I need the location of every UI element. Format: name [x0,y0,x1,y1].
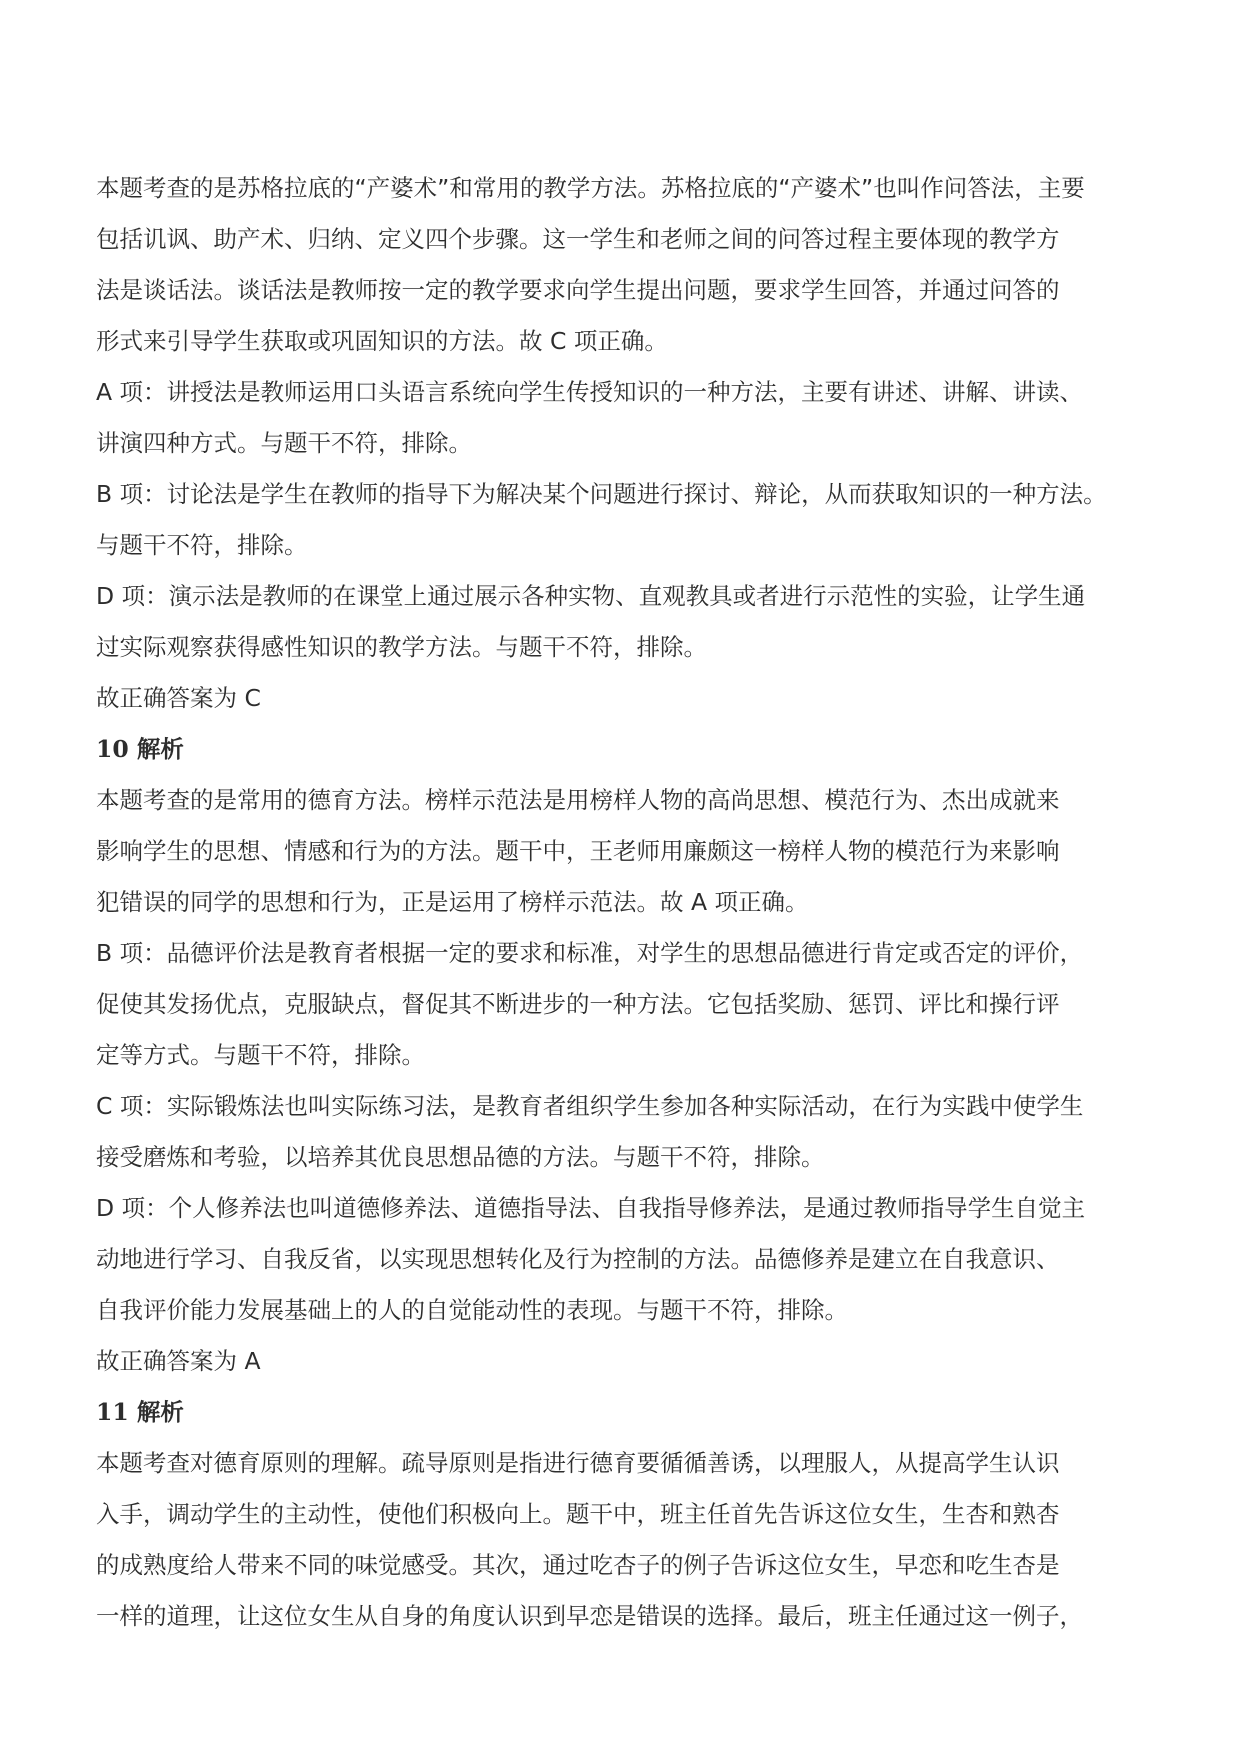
option-d-line: 过实际观察获得感性知识的教学方法。与题干不符，排除。 [96,633,707,661]
answer-line: 故正确答案为 C [96,684,261,712]
paragraph-line: 一样的道理，让这位女生从自身的角度认识到早恋是错误的选择。最后，班主任通过这一例子， [96,1602,1083,1630]
question-9-explanation [96,163,1162,724]
option-d-line: D 项：个人修养法也叫道德修养法、道德指导法、自我指导修养法，是通过教师指导学生自觉主 [96,1194,1086,1222]
paragraph-line: 法是谈话法。谈话法是教师按一定的教学要求向学生提出问题，要求学生回答，并通过问答的 [96,276,1060,304]
paragraph-line: 包括讥讽、助产术、归纳、定义四个步骤。这一学生和老师之间的问答过程主要体现的教学方 [96,225,1060,253]
paragraph-line: 的成熟度给人带来不同的味觉感受。其次，通过吃杏子的例子告诉这位女生，早恋和吃生杏是 [96,1551,1060,1579]
option-b-line: B 项：讨论法是学生在教师的指导下为解决某个问题进行探讨、辩论，从而获取知识的一种方法。 [96,480,1107,508]
option-a-line: 讲演四种方式。与题干不符，排除。 [96,429,472,457]
option-c-line: 接受磨炼和考验，以培养其优良思想品德的方法。与题干不符，排除。 [96,1143,825,1171]
paragraph-line: 影响学生的思想、情感和行为的方法。题干中，王老师用廉颇这一榜样人物的模范行为来影响 [96,837,1060,865]
section-heading: 10 解析 [96,735,184,763]
option-d-line: 自我评价能力发展基础上的人的自觉能动性的表现。与题干不符，排除。 [96,1296,848,1324]
option-a-line: A 项：讲授法是教师运用口头语言系统向学生传授知识的一种方法，主要有讲述、讲解、讲读、 [96,378,1084,406]
paragraph-line: 犯错误的同学的思想和行为，正是运用了榜样示范法。故 A 项正确。 [96,888,809,916]
option-b-line: B 项：品德评价法是教育者根据一定的要求和标准，对学生的思想品德进行肯定或否定的评价， [96,939,1084,967]
section-heading: 11 解析 [96,1398,184,1426]
option-b-line: 与题干不符，排除。 [96,531,308,559]
option-c-line: C 项：实际锻炼法也叫实际练习法，是教育者组织学生参加各种实际活动，在行为实践中使学生 [96,1092,1084,1120]
question-10-explanation [96,724,1162,1387]
paragraph-line: 本题考查的是苏格拉底的“产婆术”和常用的教学方法。苏格拉底的“产婆术”也叫作问答法，主要 [96,174,1085,202]
paragraph-line: 形式来引导学生获取或巩固知识的方法。故 C 项正确。 [96,327,668,355]
document-page [96,163,1162,1642]
answer-line: 故正确答案为 A [96,1347,261,1375]
option-d-line: 动地进行学习、自我反省，以实现思想转化及行为控制的方法。品德修养是建立在自我意识、 [96,1245,1060,1273]
paragraph-line: 本题考查的是常用的德育方法。榜样示范法是用榜样人物的高尚思想、模范行为、杰出成就来 [96,786,1060,814]
paragraph-line: 本题考查对德育原则的理解。疏导原则是指进行德育要循循善诱，以理服人，从提高学生认识 [96,1449,1060,1477]
option-d-line: D 项：演示法是教师的在课堂上通过展示各种实物、直观教具或者进行示范性的实验，让学生通 [96,582,1086,610]
paragraph-line: 入手，调动学生的主动性，使他们积极向上。题干中，班主任首先告诉这位女生，生杏和熟杏 [96,1500,1060,1528]
option-b-line: 定等方式。与题干不符，排除。 [96,1041,425,1069]
option-b-line: 促使其发扬优点，克服缺点，督促其不断进步的一种方法。它包括奖励、惩罚、评比和操行评 [96,990,1060,1018]
question-11-explanation [96,1387,1162,1642]
